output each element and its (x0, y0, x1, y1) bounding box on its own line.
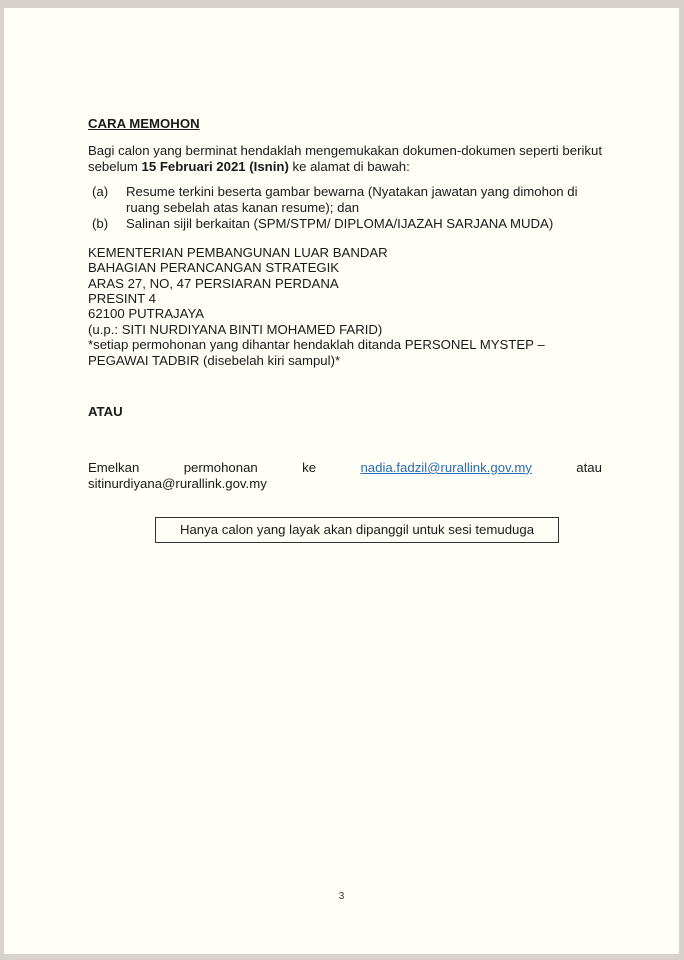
address-line: PRESINT 4 (88, 291, 156, 307)
intro-text-2: ke alamat di bawah: (288, 159, 410, 174)
email-text: ke (302, 459, 317, 475)
email-text: Emelkan (88, 459, 140, 475)
email-instructions (88, 460, 602, 492)
address-line: 62100 PUTRAJAYA (88, 306, 205, 322)
or-heading: ATAU (88, 403, 123, 419)
address-line: KEMENTERIAN PEMBANGUNAN LUAR BANDAR (88, 245, 388, 261)
page-number: 3 (338, 891, 345, 902)
email-text: atau (576, 459, 602, 475)
list-item (88, 216, 602, 232)
email-address-siti: sitinurdiyana@rurallink.gov.my (88, 475, 267, 491)
deadline-date: 15 Februari 2021 (Isnin) (141, 159, 289, 174)
mailing-address (88, 245, 602, 369)
email-text: permohonan (183, 459, 258, 475)
document-content (88, 116, 602, 543)
notice-box: Hanya calon yang layak akan dipanggil untuk sesi temuduga (155, 517, 559, 543)
list-marker: (b) (92, 216, 109, 231)
address-line: ARAS 27, NO, 47 PERSIARAN PERDANA (88, 275, 339, 291)
envelope-note: *setiap permohonan yang dihantar hendaklah ditanda PERSONEL MYSTEP – PEGAWAI TADBIR (disebelah kiri sampul)* (88, 336, 545, 368)
email-link-nadia[interactable]: nadia.fadzil@rurallink.gov.my (360, 459, 532, 475)
list-item (88, 184, 602, 216)
address-line: BAHAGIAN PERANCANGAN STRATEGIK (88, 260, 340, 276)
document-page (4, 8, 679, 954)
intro-text-1: Bagi calon yang berminat hendaklah mengemukakan dokumen-dokumen seperti berikut sebelum (88, 143, 602, 174)
section-heading: CARA MEMOHON (88, 116, 200, 131)
list-marker: (a) (92, 184, 109, 199)
list-item-text: Salinan sijil berkaitan (SPM/STPM/ DIPLOMA/IJAZAH SARJANA MUDA) (126, 216, 554, 231)
requirements-list (88, 184, 602, 232)
address-line: (u.p.: SITI NURDIYANA BINTI MOHAMED FARID) (88, 321, 383, 337)
list-item-text: Resume terkini beserta gambar bewarna (Nyatakan jawatan yang dimohon di ruang sebelah atas kanan resume); dan (126, 184, 578, 215)
intro-paragraph (88, 143, 602, 175)
